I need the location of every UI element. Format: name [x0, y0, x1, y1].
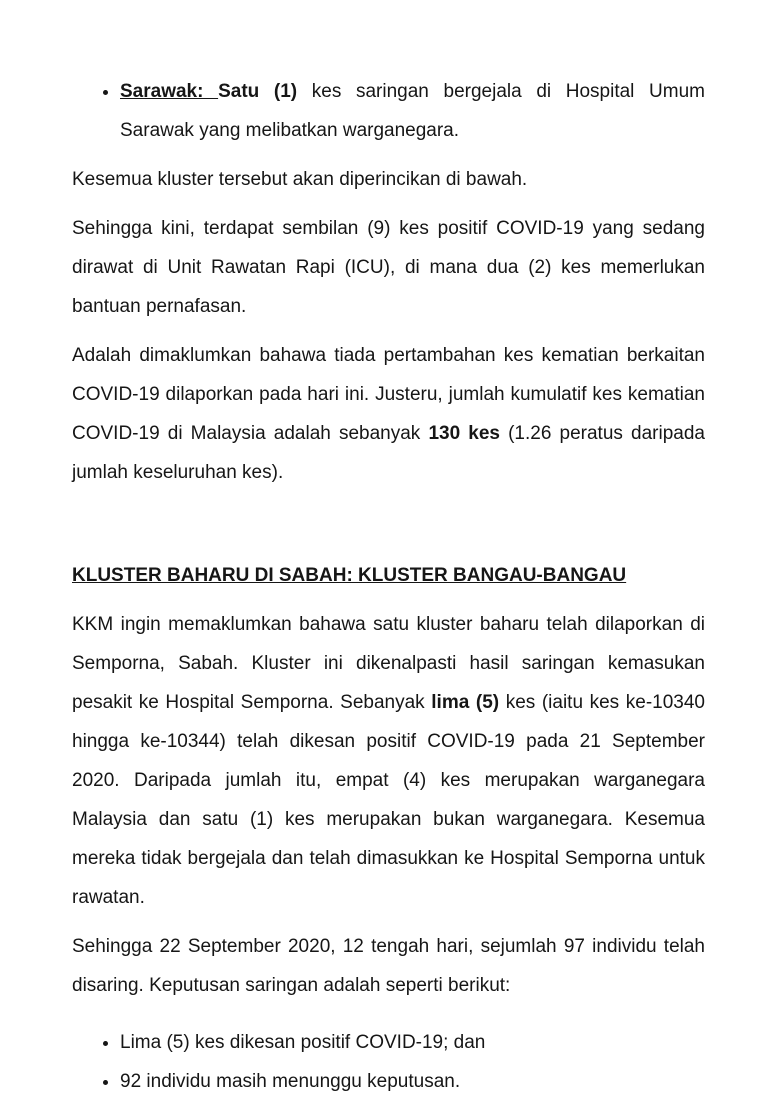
cluster-bullet-list: [72, 72, 705, 150]
paragraph-kematian-kumulatif: Adalah dimaklumkan bahawa tiada pertambahan kes kematian berkaitan COVID-19 dilaporkan pada hari ini. Justeru, jumlah kumulatif kes kematian COVID-19 di Malaysia adalah sebanyak 130 kes (1.26 peratus daripada jumlah keseluruhan kes).: [72, 345, 705, 483]
section-heading-kluster-bangau: KLUSTER BAHARU DI SABAH: KLUSTER BANGAU-BANGAU: [72, 565, 627, 586]
result-bullet-list: [72, 1023, 705, 1101]
paragraph-saringan-status: Sehingga 22 September 2020, 12 tengah hari, sejumlah 97 individu telah disaring. Keputusan saringan adalah seperti berikut:: [72, 936, 705, 996]
list-item-text: Sarawak: Satu (1) kes saringan bergejala di Hospital Umum Sarawak yang melibatkan warganegara.: [120, 81, 705, 141]
list-item-menunggu: [120, 1062, 705, 1101]
paragraph-kluster-semporna: KKM ingin memaklumkan bahawa satu kluster baharu telah dilaporkan di Semporna, Sabah. Kluster ini dikenalpasti hasil saringan kemasukan pesakit ke Hospital Semporna. Sebanyak lima (5) kes (iaitu kes ke-10340 hingga ke-10344) telah dikesan positif COVID-19 pada 21 September 2020. Daripada jumlah itu, empat (4) kes merupakan warganegara Malaysia dan satu (1) kes merupakan bukan warganegara. Kesemua mereka tidak bergejala dan telah dimasukkan ke Hospital Semporna untuk rawatan.: [72, 614, 705, 908]
paragraph-icu-status: Sehingga kini, terdapat sembilan (9) kes positif COVID-19 yang sedang dirawat di Unit Rawatan Rapi (ICU), di mana dua (2) kes memerlukan bantuan pernafasan.: [72, 218, 705, 317]
paragraph-kesemua-kluster: Kesemua kluster tersebut akan diperincikan di bawah.: [72, 169, 528, 190]
list-item-text: 92 individu masih menunggu keputusan.: [120, 1071, 461, 1092]
list-item-sarawak: [120, 72, 705, 150]
list-item-text: Lima (5) kes dikesan positif COVID-19; dan: [120, 1032, 486, 1053]
list-item-positif: [120, 1023, 705, 1062]
